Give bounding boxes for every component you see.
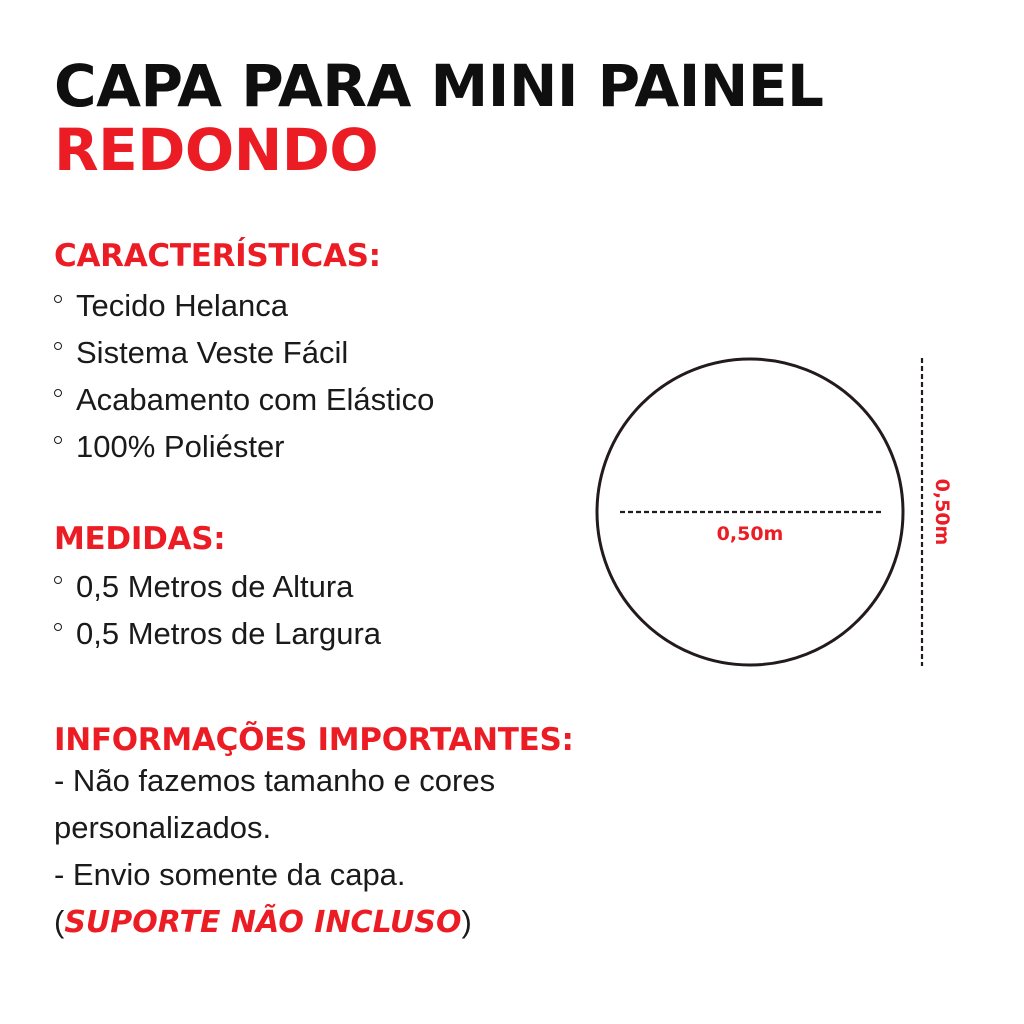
- list-item-text: Tecido Helanca: [76, 288, 288, 323]
- title-line-1: CAPA PARA MINI PAINEL: [54, 52, 824, 120]
- dimension-diagram: [590, 350, 970, 680]
- list-item-text: 0,5 Metros de Altura: [76, 569, 354, 604]
- bullet-icon: [54, 436, 62, 444]
- bullet-icon: [54, 389, 62, 397]
- measures-heading: MEDIDAS:: [54, 521, 226, 557]
- note-close-paren: ): [461, 904, 472, 939]
- info-note: [54, 898, 495, 946]
- list-item-text: 0,5 Metros de Largura: [76, 616, 382, 651]
- bullet-icon: [54, 295, 62, 303]
- info-line-2: personalizados.: [54, 810, 272, 845]
- list-item-text: 100% Poliéster: [76, 429, 285, 464]
- bullet-icon: [54, 342, 62, 350]
- list-item: [54, 610, 381, 657]
- product-title: [54, 54, 823, 182]
- list-item-text: Acabamento com Elástico: [76, 382, 435, 417]
- characteristics-heading: CARACTERÍSTICAS:: [54, 238, 381, 274]
- list-item-text: Sistema Veste Fácil: [76, 335, 349, 370]
- note-open-paren: (: [54, 904, 65, 939]
- height-label: 0,50m: [931, 478, 953, 546]
- round-panel-diagram: [590, 350, 970, 680]
- info-line-3: - Envio somente da capa.: [54, 857, 406, 892]
- list-item: [54, 282, 434, 329]
- list-item: [54, 563, 381, 610]
- info-line-1: - Não fazemos tamanho e cores: [54, 763, 496, 798]
- measures-list: [54, 563, 381, 657]
- important-info-text: [54, 757, 495, 946]
- list-item: [54, 423, 434, 470]
- list-item: [54, 376, 434, 423]
- characteristics-list: [54, 282, 434, 470]
- width-label: 0,50m: [716, 523, 784, 545]
- bullet-icon: [54, 623, 62, 631]
- important-info-heading: INFORMAÇÕES IMPORTANTES:: [54, 722, 574, 758]
- bullet-icon: [54, 576, 62, 584]
- list-item: [54, 329, 434, 376]
- title-line-2: REDONDO: [54, 116, 379, 184]
- support-not-included: SUPORTE NÃO INCLUSO: [64, 905, 462, 940]
